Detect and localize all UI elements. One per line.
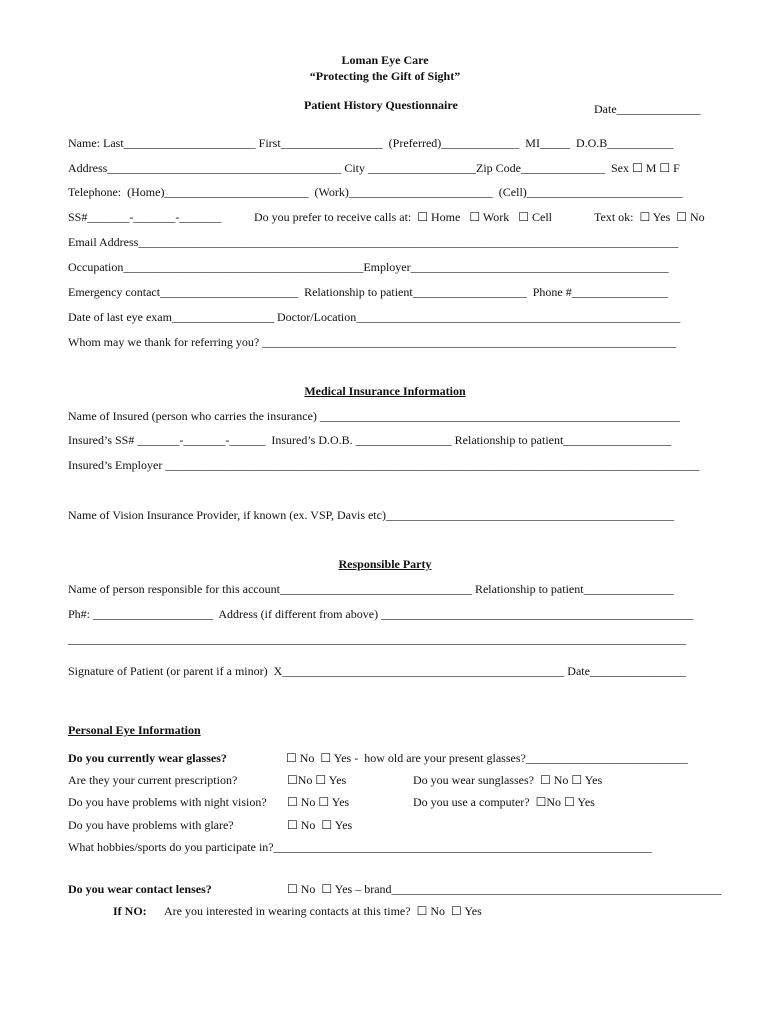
eye-info-heading: Personal Eye Information (68, 723, 201, 737)
last-exam-line[interactable]: Date of last eye exam_________________ Doctor/Location______________________________________________________ (68, 310, 681, 324)
insured-employer-line[interactable]: Insured’s Employer _________________________________________________________________________________________ (68, 458, 700, 472)
referral-line[interactable]: Whom may we thank for referring you? _____________________________________________________________________ (68, 335, 677, 349)
night-vision-question: Do you have problems with night vision? (68, 795, 267, 809)
responsible-party-heading: Responsible Party (338, 557, 432, 571)
vision-provider-line[interactable]: Name of Vision Insurance Provider, if known (ex. VSP, Davis etc)________________________________________________ (68, 508, 674, 522)
glare-options[interactable]: ☐ No ☐ Yes (287, 818, 353, 832)
glasses-options[interactable]: ☐ No ☐ Yes - how old are your present glasses?___________________________ (286, 751, 688, 765)
insured-ss-line[interactable]: Insured’s SS# _______-_______-______ Insured’s D.O.B. ________________ Relationship to patient__________________ (68, 433, 672, 447)
telephone-line[interactable]: Telephone: (Home)________________________ (Work)________________________ (Cell)__________________________ (68, 185, 683, 199)
address-line[interactable]: Address_______________________________________ City __________________Zip Code______________ Sex ☐ M ☐ F (68, 161, 680, 175)
insurance-heading: Medical Insurance Information (304, 384, 466, 398)
night-vision-options[interactable]: ☐ No ☐ Yes (287, 795, 350, 809)
email-line[interactable]: Email Address__________________________________________________________________________________________ (68, 235, 679, 249)
call-preference-line[interactable]: Do you prefer to receive calls at: ☐ Home ☐ Work ☐ Cell (254, 210, 553, 224)
contacts-question: Do you wear contact lenses? (68, 882, 212, 896)
insured-name-line[interactable]: Name of Insured (person who carries the insurance) ____________________________________________________________ (68, 409, 680, 423)
text-ok-line[interactable]: Text ok: ☐ Yes ☐ No (594, 210, 705, 224)
occupation-line[interactable]: Occupation________________________________________Employer___________________________________________ (68, 260, 669, 274)
ss-line[interactable]: SS#_______-_______-_______ (68, 210, 222, 224)
hobbies-line[interactable]: What hobbies/sports do you participate in?_______________________________________________________________ (68, 840, 652, 854)
prescription-question: Are they your current prescription? (68, 773, 238, 787)
form-title: Patient History Questionnaire (304, 98, 458, 112)
responsible-address-blank-line[interactable]: _______________________________________________________________________________________________________ (68, 632, 686, 646)
name-line[interactable]: Name: Last______________________ First_________________ (Preferred)_____________ MI_____ D.O.B___________ (68, 136, 674, 150)
contacts-options[interactable]: ☐ No ☐ Yes – brand_______________________________________________________ (287, 882, 722, 896)
signature-line[interactable]: Signature of Patient (or parent if a minor) X_______________________________________________ Date________________ (68, 664, 686, 678)
emergency-contact-line[interactable]: Emergency contact_______________________ Relationship to patient___________________ Phone #________________ (68, 285, 668, 299)
prescription-options[interactable]: ☐No ☐ Yes (287, 773, 347, 787)
clinic-tagline: “Protecting the Gift of Sight” (309, 69, 461, 83)
if-no-label: If NO: (113, 904, 147, 918)
sunglasses-question[interactable]: Do you wear sunglasses? ☐ No ☐ Yes (413, 773, 603, 787)
responsible-person-line[interactable]: Name of person responsible for this account________________________________ Relationship to patient_______________ (68, 582, 674, 596)
contacts-interest-question[interactable]: Are you interested in wearing contacts at this time? ☐ No ☐ Yes (164, 904, 482, 918)
glasses-question: Do you currently wear glasses? (68, 751, 227, 765)
date-field[interactable]: Date______________ (594, 102, 701, 116)
responsible-phone-line[interactable]: Ph#: ____________________ Address (if different from above) ____________________________________________________ (68, 607, 694, 621)
computer-question[interactable]: Do you use a computer? ☐No ☐ Yes (413, 795, 595, 809)
glare-question: Do you have problems with glare? (68, 818, 234, 832)
clinic-name: Loman Eye Care (341, 53, 429, 67)
